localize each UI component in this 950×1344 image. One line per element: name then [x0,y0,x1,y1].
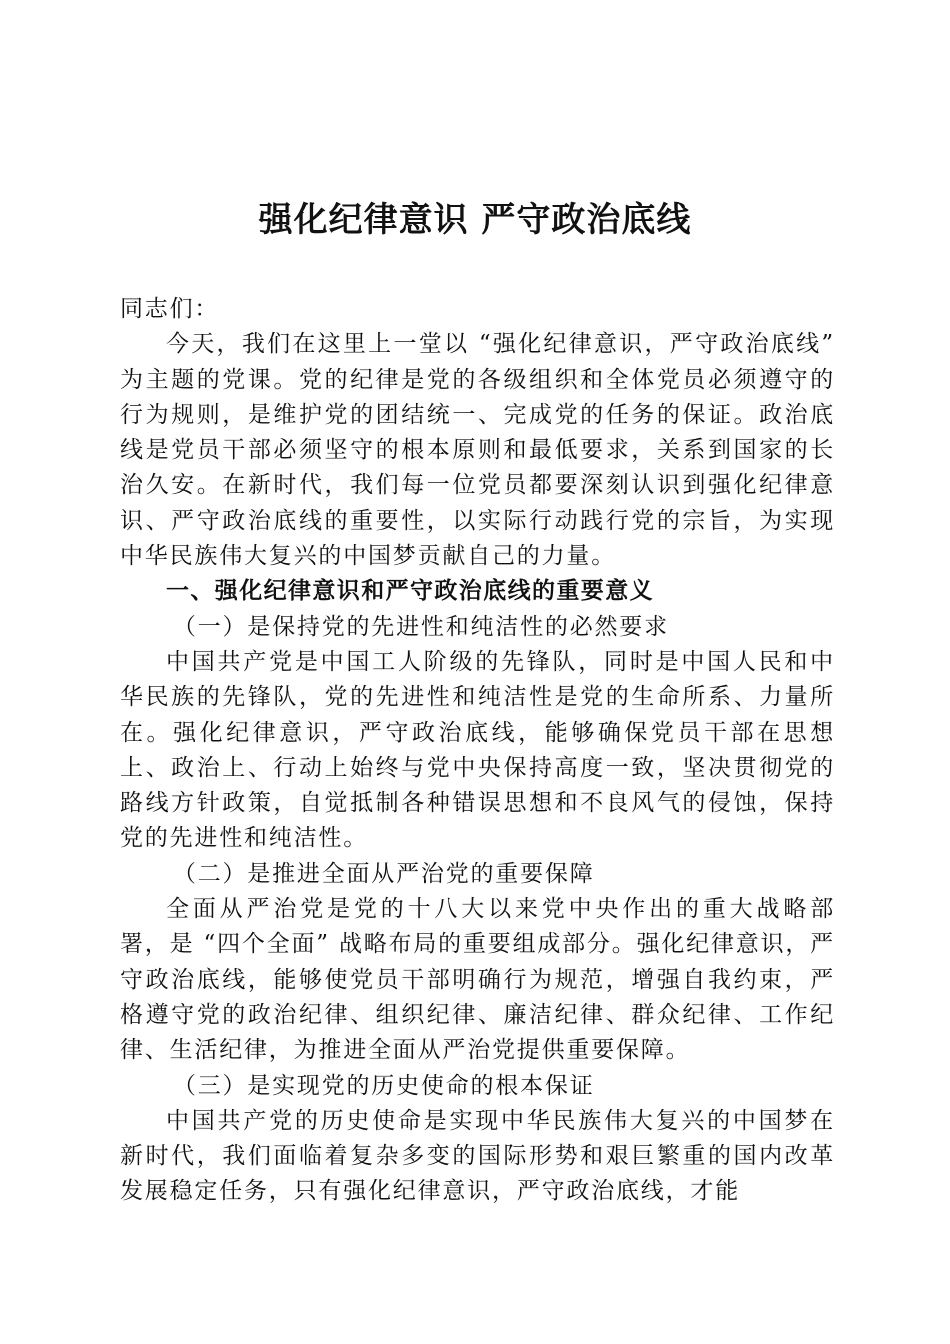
document-body [120,292,835,1210]
subsection-paragraph-2: 全面从严治党是党的十八大以来党中央作出的重大战略部署，是 “四个全面” 战略布局的重要组成部分。强化纪律意识，严守政治底线，能够使党员干部明确行为规范，增强自我约束，严格遵守党的政治纪律、组织纪律、廉洁纪律、群众纪律、工作纪律、生活纪律，为推进全面从严治党提供重要保障。 [120,896,835,1064]
subsection-heading-3: （三）是实现党的历史使命的根本保证 [172,1072,595,1099]
intro-paragraph: 今天，我们在这里上一堂以 “强化纪律意识，严守政治底线” 为主题的党课。党的纪律是党的各级组织和全体党员必须遵守的行为规则，是维护党的团结统一、完成党的任务的保证。政治底线是党员干部必须坚守的根本原则和最低要求，关系到国家的长治久安。在新时代，我们每一位党员都要深刻认识到强化纪律意识、严守政治底线的重要性，以实际行动践行党的宗旨，为实现中华民族伟大复兴的中国梦贡献自己的力量。 [120,331,835,570]
subsection-paragraph-3: 中国共产党的历史使命是实现中华民族伟大复兴的中国梦在新时代，我们面临着复杂多变的国际形势和艰巨繁重的国内改革发展稳定任务，只有强化纪律意识，严守政治底线，才能 [120,1107,835,1205]
salutation: 同志们： [120,296,220,322]
section-heading-1: 一、强化纪律意识和严守政治底线的重要意义 [166,578,654,605]
subsection-heading-2: （二）是推进全面从严治党的重要保障 [172,860,595,887]
document-title: 强化纪律意识 严守政治底线 [258,200,692,240]
subsection-paragraph-1: 中国共产党是中国工人阶级的先锋队，同时是中国人民和中华民族的先锋队，党的先进性和纯洁性是党的生命所系、力量所在。强化纪律意识，严守政治底线，能够确保党员干部在思想上、政治上、行动上始终与党中央保持高度一致，坚决贯彻党的路线方针政策，自觉抵制各种错误思想和不良风气的侵蚀，保持党的先进性和纯洁性。 [120,648,835,852]
subsection-heading-1: （一）是保持党的先进性和纯洁性的必然要求 [172,613,669,640]
